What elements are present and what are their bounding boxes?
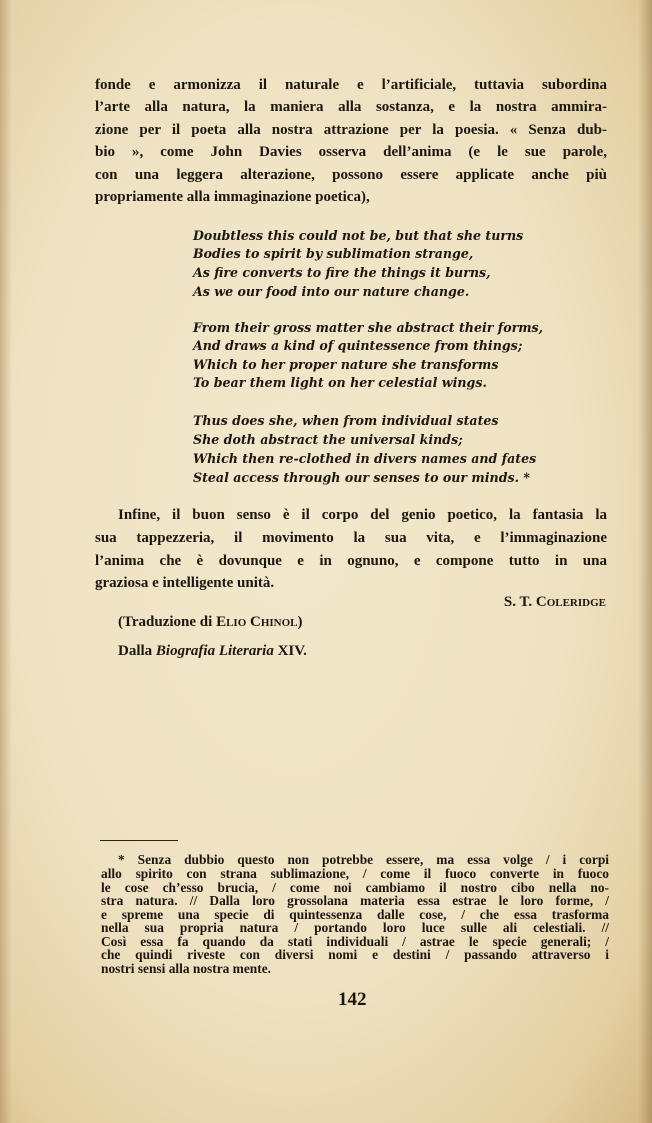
verse-line: She doth abstract the universal kinds;: [193, 432, 463, 447]
text-line: sua tappezzeria, il movimento la sua vita, e l’immaginazione: [95, 530, 607, 546]
verse-line: And draws a kind of quintessence from things;: [193, 338, 523, 353]
text-line: con una leggera alterazione, possono essere applicate anche più: [95, 167, 607, 183]
footnote-line: che quindi riveste con diversi nomi e destini / passando attraverso i: [101, 947, 609, 962]
verse-line: To bear them light on her celestial wings.: [193, 375, 487, 390]
page-edge-left: [0, 0, 12, 1123]
footnote-line: le cose ch’esso brucia, / come noi cambiamo il nostro cibo nella no-: [101, 880, 609, 895]
verse-line: As fire converts to fire the things it burns,: [193, 265, 491, 280]
footnote-line: nella sua propria natura / portando loro luce sulle ali celestiali. //: [101, 920, 609, 935]
text-line: bio », come John Davies osserva dell’anima (e le sue parole,: [95, 144, 607, 160]
verse-line: Steal access through our senses to our minds. *: [193, 470, 530, 485]
source-prefix: Dalla: [118, 643, 156, 659]
page-number: 142: [338, 989, 367, 1010]
footnote-line: stra natura. // Dalla loro grossolana materia essa estrae le loro forme, /: [101, 893, 609, 908]
verse-line: From their gross matter she abstract their forms,: [193, 320, 544, 335]
author-signature: S. T. Coleridge: [503, 594, 606, 610]
translation-suffix: ): [297, 614, 303, 630]
source-suffix: XIV.: [273, 643, 307, 659]
verse-line: Bodies to spirit by sublimation strange,: [193, 246, 474, 261]
source-title: Biografia Literaria: [155, 643, 274, 659]
verse-line: Which then re-clothed in divers names and fates: [193, 451, 537, 466]
text-line: fonde e armonizza il naturale e l’artificiale, tuttavia subordina: [95, 77, 607, 93]
text-line: zione per il poeta alla nostra attrazione per la poesia. « Senza dub-: [95, 122, 607, 138]
footnote-line: e spreme una specie di quintessenza dalle cose, / che essa trasforma: [101, 907, 609, 922]
text-line: graziosa e intelligente unità.: [95, 575, 275, 591]
text-line: l’arte alla natura, la maniera alla sostanza, e la nostra ammira-: [95, 99, 607, 115]
footnote-line: * Senza dubbio questo non potrebbe essere, ma essa volge / i corpi: [118, 852, 609, 867]
footnote-rule: [100, 840, 178, 841]
verse-line: As we our food into our nature change.: [193, 284, 470, 299]
page-edge-right: [638, 0, 652, 1123]
verse-line: Doubtless this could not be, but that she turns: [193, 228, 524, 243]
text-line: propriamente alla immaginazione poetica),: [95, 189, 370, 205]
text-line: Infine, il buon senso è il corpo del genio poetico, la fantasia la: [118, 507, 607, 523]
translation-prefix: (Traduzione di: [118, 614, 217, 630]
translator-name: Elio Chinol: [216, 614, 298, 630]
source-citation: [118, 643, 307, 660]
footnote-line: nostri sensi alla nostra mente.: [101, 961, 271, 976]
footnote-line: Così essa fa quando da stati individuali / astrae le specie generali; /: [101, 934, 609, 949]
translation-credit: [118, 614, 303, 631]
text-line: l’anima che è dovunque e in ognuno, e compone tutto in una: [95, 553, 607, 569]
verse-line: Thus does she, when from individual states: [193, 413, 499, 428]
verse-line: Which to her proper nature she transforms: [193, 357, 499, 372]
footnote-line: allo spirito con strana sublimazione, / come il fuoco converte in fuoco: [101, 866, 609, 881]
